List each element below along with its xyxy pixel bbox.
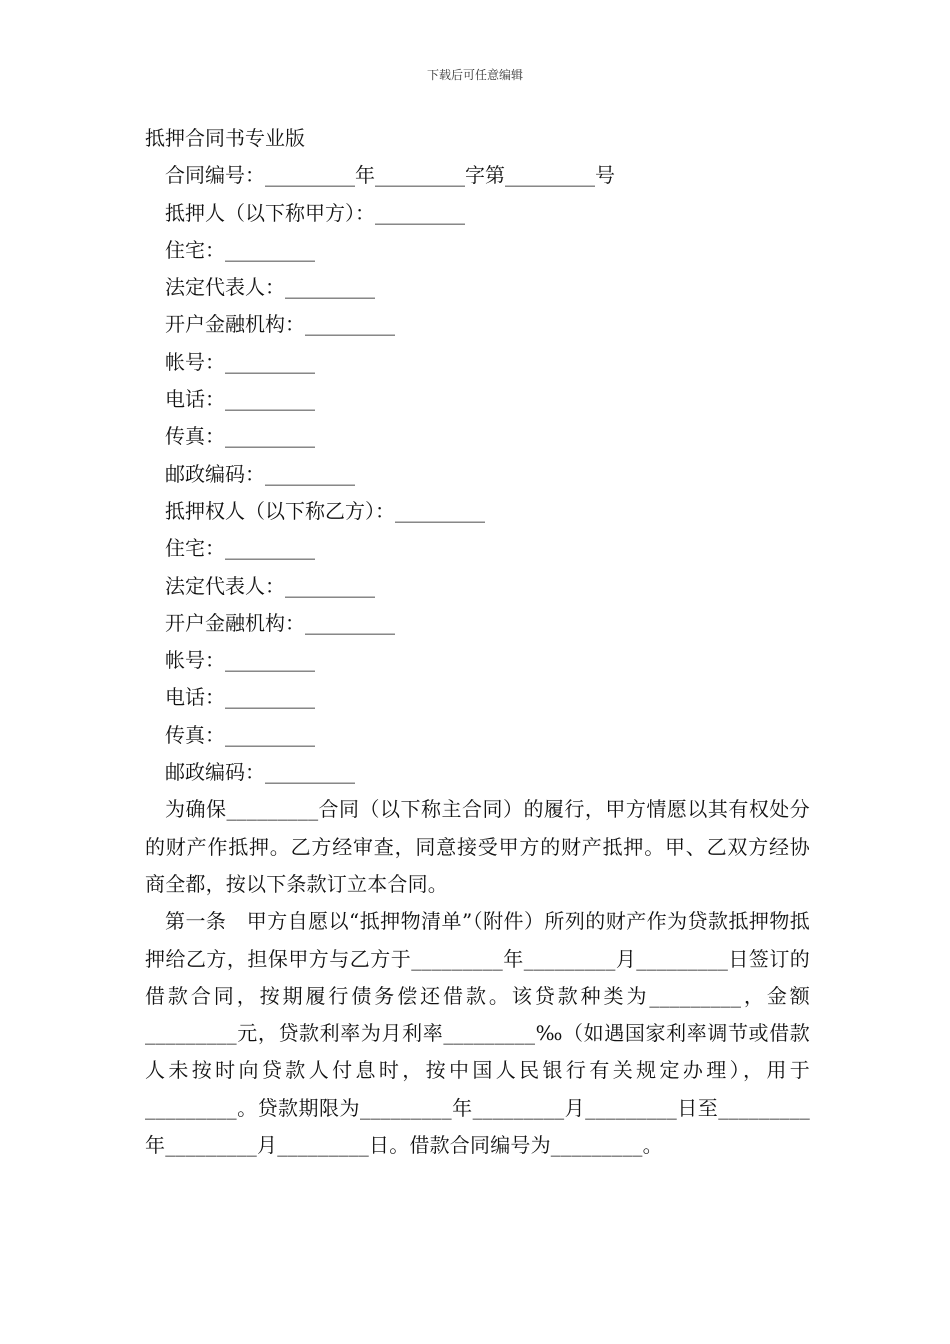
mortgagor-fax-line: 传真：_________	[165, 424, 315, 449]
preamble-paragraph: 为确保_________合同（以下称主合同）的履行，甲方情愿以其有权处分的财产作抵押。乙方经审查，同意接受甲方的财产抵押。甲、乙双方经协商全都，按以下条款订立本合同。	[145, 797, 810, 896]
mortgagor-line: 抵押人（以下称甲方）：_________	[165, 200, 465, 225]
mortgagee-line: 抵押权人（以下称乙方）：_________	[165, 498, 485, 523]
mortgagee-fax-line: 传真：_________	[165, 722, 315, 747]
document-title: 抵押合同书专业版	[145, 126, 305, 150]
mortgagee-phone-line: 电话：_________	[165, 685, 315, 710]
mortgagor-postcode-line: 邮政编码：_________	[165, 461, 355, 486]
mortgagee-legal-rep-line: 法定代表人：_________	[165, 573, 375, 598]
article-one-paragraph: 第一条 甲方自愿以“抵押物清单”（附件）所列的财产作为贷款抵押物抵押给乙方，担保甲方与乙方于_________年_________月_________日签订的借款合同，按期履行债务偿还借款。该贷款种类为_________，金额_________元，贷款利率为月利率_________‰（如遇国家利率调节或借款人未按时向贷款人付息时，按中国人民银行有关规定办理），用于_________。贷款期限为_________年_________月_________日至_________年_________月_________日。借款合同编号为_________。	[145, 909, 810, 1158]
contract-number-line: 合同编号：_________年_________字第_________号	[165, 163, 615, 188]
contract-document	[145, 120, 810, 1164]
mortgagor-legal-rep-line: 法定代表人：_________	[165, 275, 375, 300]
mortgagee-postcode-line: 邮政编码：_________	[165, 760, 355, 785]
page-header-note: 下载后可任意编辑	[426, 68, 523, 82]
mortgagor-residence-line: 住宅：_________	[165, 237, 315, 262]
mortgagee-bank-line: 开户金融机构：_________	[165, 610, 395, 635]
mortgagor-account-line: 帐号：_________	[165, 349, 315, 374]
mortgagor-phone-line: 电话：_________	[165, 387, 315, 412]
mortgagor-bank-line: 开户金融机构：_________	[165, 312, 395, 337]
mortgagee-account-line: 帐号：_________	[165, 648, 315, 673]
mortgagee-residence-line: 住宅：_________	[165, 536, 315, 561]
